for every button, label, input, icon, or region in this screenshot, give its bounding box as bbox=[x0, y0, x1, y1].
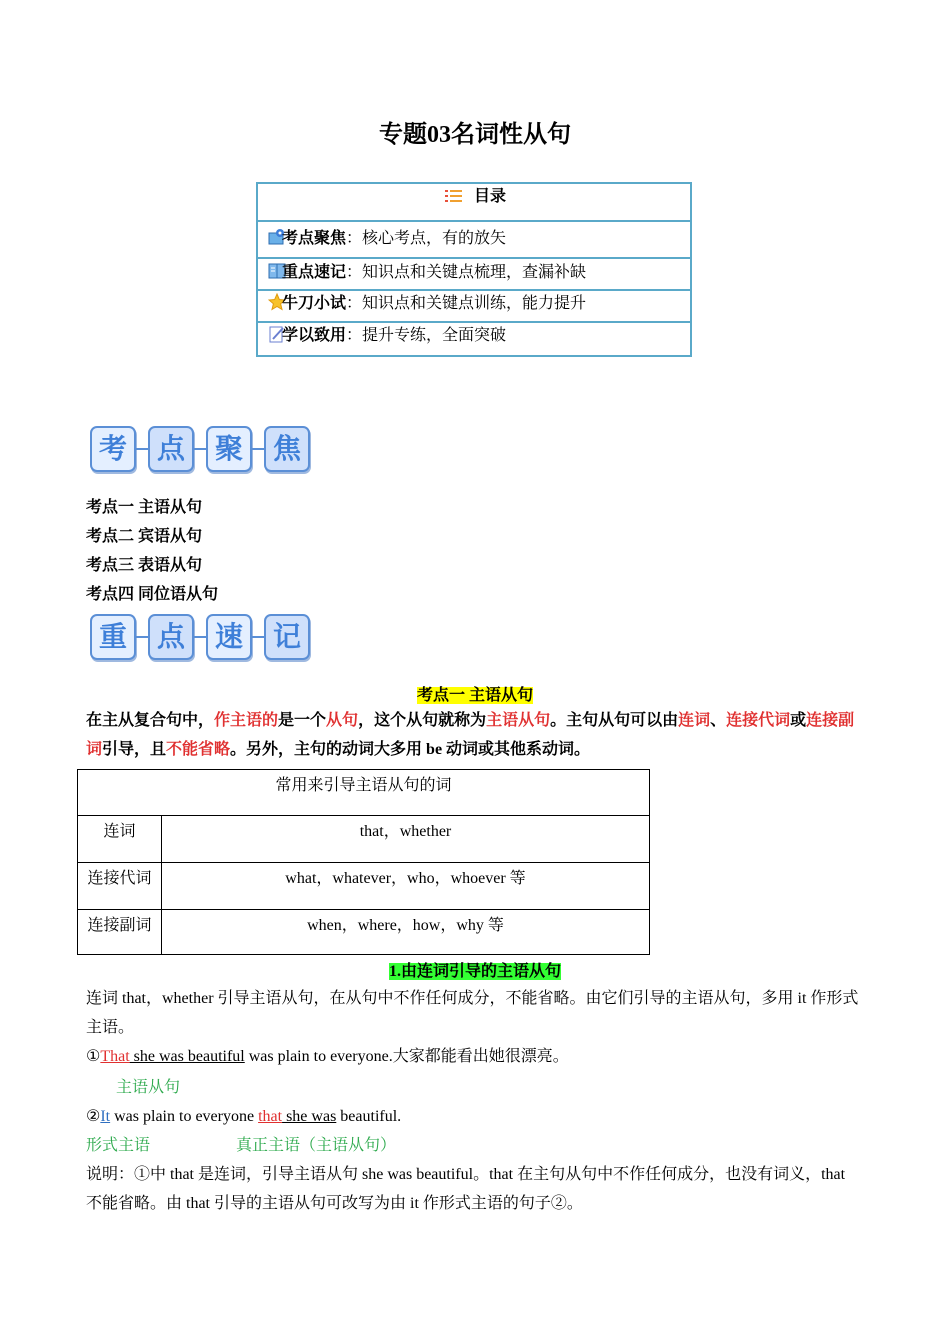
example-formal-subject: It bbox=[100, 1108, 111, 1125]
table-of-contents bbox=[256, 182, 692, 357]
subsection-heading-text: 1.由连词引导的主语从句 bbox=[388, 963, 561, 980]
intro-highlight: 连接代词 bbox=[726, 712, 791, 729]
table-header: 常用来引导主语从句的词 bbox=[275, 777, 452, 794]
toc-item-desc: 核心考点，有的放矢 bbox=[362, 230, 507, 247]
banner-tile: 考 bbox=[90, 426, 136, 472]
table-row-label: 连接副词 bbox=[87, 917, 152, 934]
intro-highlight: 连词 bbox=[678, 712, 711, 729]
example-2-note-formal: 形式主语 bbox=[86, 1137, 151, 1154]
toc-item bbox=[258, 259, 690, 291]
banner-tile: 点 bbox=[148, 426, 194, 472]
intro-text: 在主从复合句中， bbox=[86, 712, 215, 729]
banner-zhongdian-suji bbox=[88, 610, 318, 666]
conjunction-table bbox=[77, 769, 650, 955]
toc-item-key: 重点速记 bbox=[282, 264, 347, 281]
example-conjunction: That bbox=[100, 1048, 130, 1065]
intro-highlight: 连接副词 bbox=[86, 712, 855, 758]
toc-item-key: 牛刀小试 bbox=[282, 295, 347, 312]
banner-tile: 焦 bbox=[264, 426, 310, 472]
example-2 bbox=[86, 1102, 864, 1131]
intro-text: 。主句从句可以由 bbox=[550, 712, 679, 729]
banner-kaodian-jujiao bbox=[88, 422, 318, 478]
toc-heading: 目录 bbox=[473, 188, 506, 205]
explanation-paragraph: 说明：①中 that 是连词，引导主语从句 she was beautiful。that 在主句从句中不作任何成分，也没有词义，that 不能省略。由 that 引导的主语从句可改写为由 it 作形式主语的句子②。 bbox=[86, 1166, 846, 1212]
toc-heading-row bbox=[258, 184, 690, 222]
intro-text: ，这个从句就称为 bbox=[358, 712, 487, 729]
example-rest: beautiful. bbox=[336, 1108, 402, 1125]
intro-highlight: 从句 bbox=[326, 712, 359, 729]
example-1-note: 主语从句 bbox=[116, 1079, 181, 1096]
example-1 bbox=[86, 1042, 864, 1071]
toc-item-desc: 知识点和关键点训练，能力提升 bbox=[362, 295, 587, 312]
intro-text: 是一个 bbox=[278, 712, 327, 729]
section-heading bbox=[0, 682, 950, 705]
banner-tile: 聚 bbox=[206, 426, 252, 472]
list-icon bbox=[442, 187, 464, 205]
intro-text: 或 bbox=[790, 712, 807, 729]
toc-item-sep: ： bbox=[346, 327, 363, 344]
toc-item-desc: 知识点和关键点梳理，查漏补缺 bbox=[362, 264, 587, 281]
example-conjunction: that bbox=[258, 1108, 283, 1125]
toc-item-sep: ： bbox=[346, 264, 363, 281]
subsection-heading bbox=[0, 958, 950, 981]
intro-text: 引导，且 bbox=[102, 741, 167, 758]
example-number: ① bbox=[86, 1048, 101, 1065]
subsection-paragraph: 连词 that，whether 引导主语从句，在从句中不作任何成分，不能省略。由它们引导的主语从句，多用 it 作形式主语。 bbox=[86, 990, 859, 1036]
example-clause: she was beautiful bbox=[129, 1048, 245, 1065]
section-intro bbox=[86, 706, 864, 764]
banner-tile: 速 bbox=[206, 614, 252, 660]
point-item: 考点三 表语从句 bbox=[86, 557, 203, 574]
intro-highlight: 主语从句 bbox=[486, 712, 551, 729]
banner-tile: 重 bbox=[90, 614, 136, 660]
example-clause: she was bbox=[282, 1108, 337, 1125]
example-2-note-real: 真正主语（主语从句） bbox=[236, 1137, 397, 1154]
table-row-value: what，whatever，who，whoever 等 bbox=[285, 870, 526, 887]
intro-text: 、 bbox=[710, 712, 727, 729]
page-title: 专题03名词性从句 bbox=[379, 122, 571, 148]
table-row-value: that，whether bbox=[359, 823, 452, 840]
example-mid: was plain to everyone bbox=[110, 1108, 259, 1125]
toc-item bbox=[258, 222, 690, 259]
toc-item-sep: ： bbox=[346, 295, 363, 312]
point-item: 考点一 主语从句 bbox=[86, 499, 203, 516]
toc-item-sep: ： bbox=[346, 230, 363, 247]
table-row-value: when，where，how，why 等 bbox=[307, 917, 504, 934]
table-row-label: 连接代词 bbox=[87, 870, 152, 887]
banner-tile: 点 bbox=[148, 614, 194, 660]
toc-item bbox=[258, 291, 690, 323]
section-heading-text: 考点一 主语从句 bbox=[416, 687, 533, 704]
example-number: ② bbox=[86, 1108, 101, 1125]
intro-highlight: 不能省略 bbox=[166, 741, 231, 758]
table-row-label: 连词 bbox=[103, 823, 136, 840]
intro-text: 。另外，主句的动词大多用 be 动词或其他系动词。 bbox=[230, 741, 591, 758]
intro-highlight: 作主语的 bbox=[214, 712, 279, 729]
toc-item-key: 学以致用 bbox=[282, 327, 347, 344]
point-item: 考点二 宾语从句 bbox=[86, 528, 203, 545]
toc-item-key: 考点聚焦 bbox=[282, 230, 347, 247]
toc-item-desc: 提升专练，全面突破 bbox=[362, 327, 507, 344]
toc-item bbox=[258, 323, 690, 357]
point-item: 考点四 同位语从句 bbox=[86, 586, 219, 603]
example-rest: was plain to everyone.大家都能看出她很漂亮。 bbox=[244, 1048, 569, 1065]
banner-tile: 记 bbox=[264, 614, 310, 660]
